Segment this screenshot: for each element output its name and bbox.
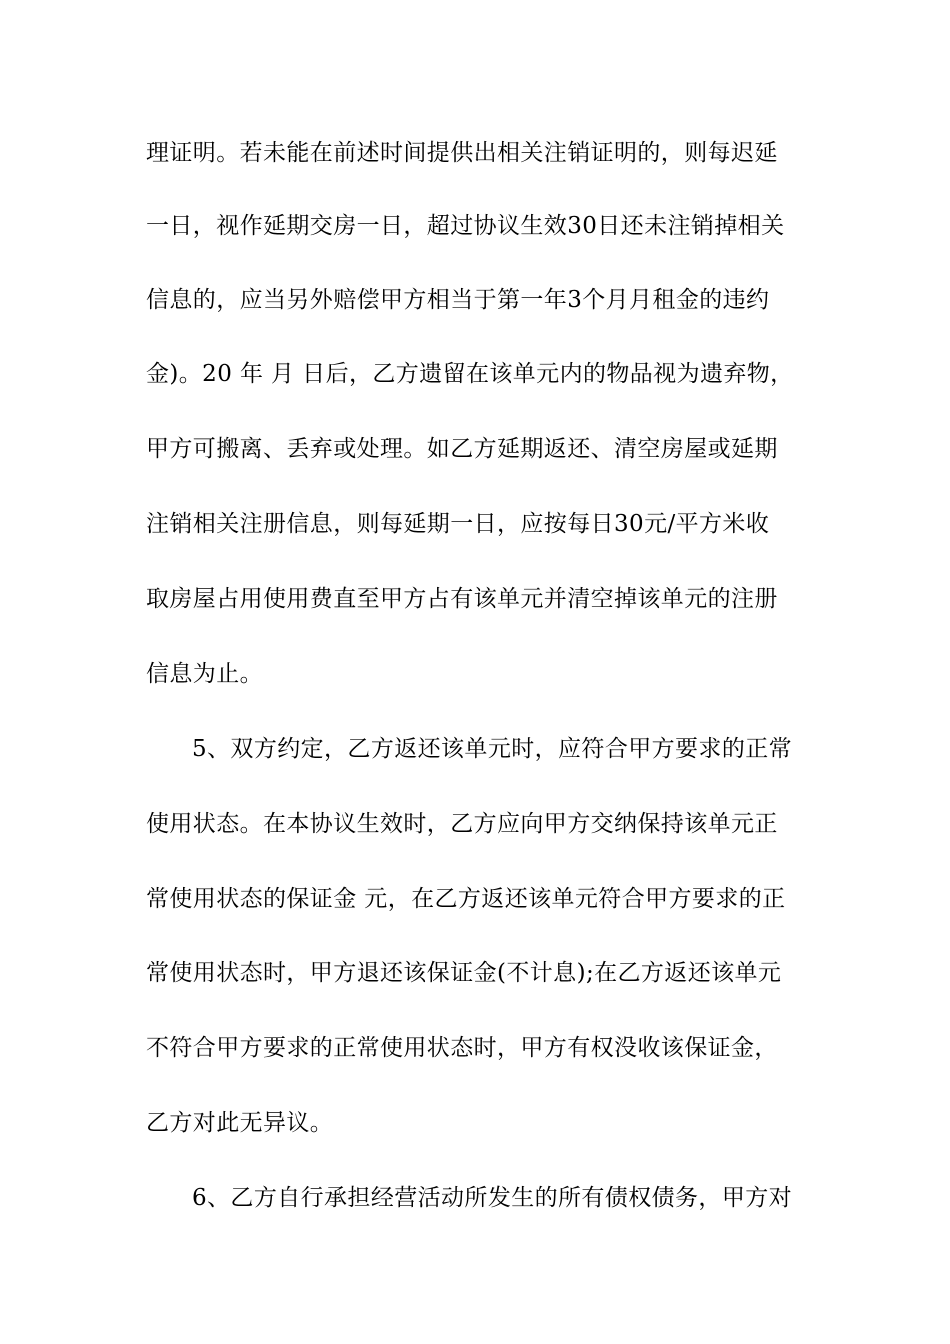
text-line: 常使用状态时，甲方退还该保证金(不计息);在乙方返还该单元 — [146, 960, 782, 986]
text-line: 一日，视作延期交房一日，超过协议生效30日还未注销掉相关 — [146, 213, 785, 239]
paragraph-6-start: 6、乙方自行承担经营活动所发生的所有债权债务，甲方对 — [192, 1185, 793, 1211]
text-line: 甲方可搬离、丢弃或处理。如乙方延期返还、清空房屋或延期 — [146, 436, 778, 462]
text-line: 使用状态。在本协议生效时，乙方应向甲方交纳保持该单元正 — [146, 811, 778, 837]
text-line: 信息的，应当另外赔偿甲方相当于第一年3个月月租金的违约 — [146, 287, 770, 313]
paragraph-5-start: 5、双方约定，乙方返还该单元时，应符合甲方要求的正常 — [192, 736, 793, 762]
text-line: 常使用状态的保证金 元，在乙方返还该单元符合甲方要求的正 — [146, 886, 786, 912]
text-line: 乙方对此无异议。 — [146, 1110, 334, 1136]
text-line: 金)。20 年 月 日后，乙方遗留在该单元内的物品视为遗弃物， — [146, 361, 794, 387]
text-line: 注销相关注册信息，则每延期一日，应按每日30元/平方米收 — [146, 511, 770, 537]
text-line: 理证明。若未能在前述时间提供出相关注销证明的，则每迟延 — [146, 140, 778, 166]
text-line: 不符合甲方要求的正常使用状态时，甲方有权没收该保证金， — [146, 1035, 778, 1061]
text-line: 信息为止。 — [146, 661, 263, 687]
text-line: 取房屋占用使用费直至甲方占有该单元并清空掉该单元的注册 — [146, 586, 778, 612]
